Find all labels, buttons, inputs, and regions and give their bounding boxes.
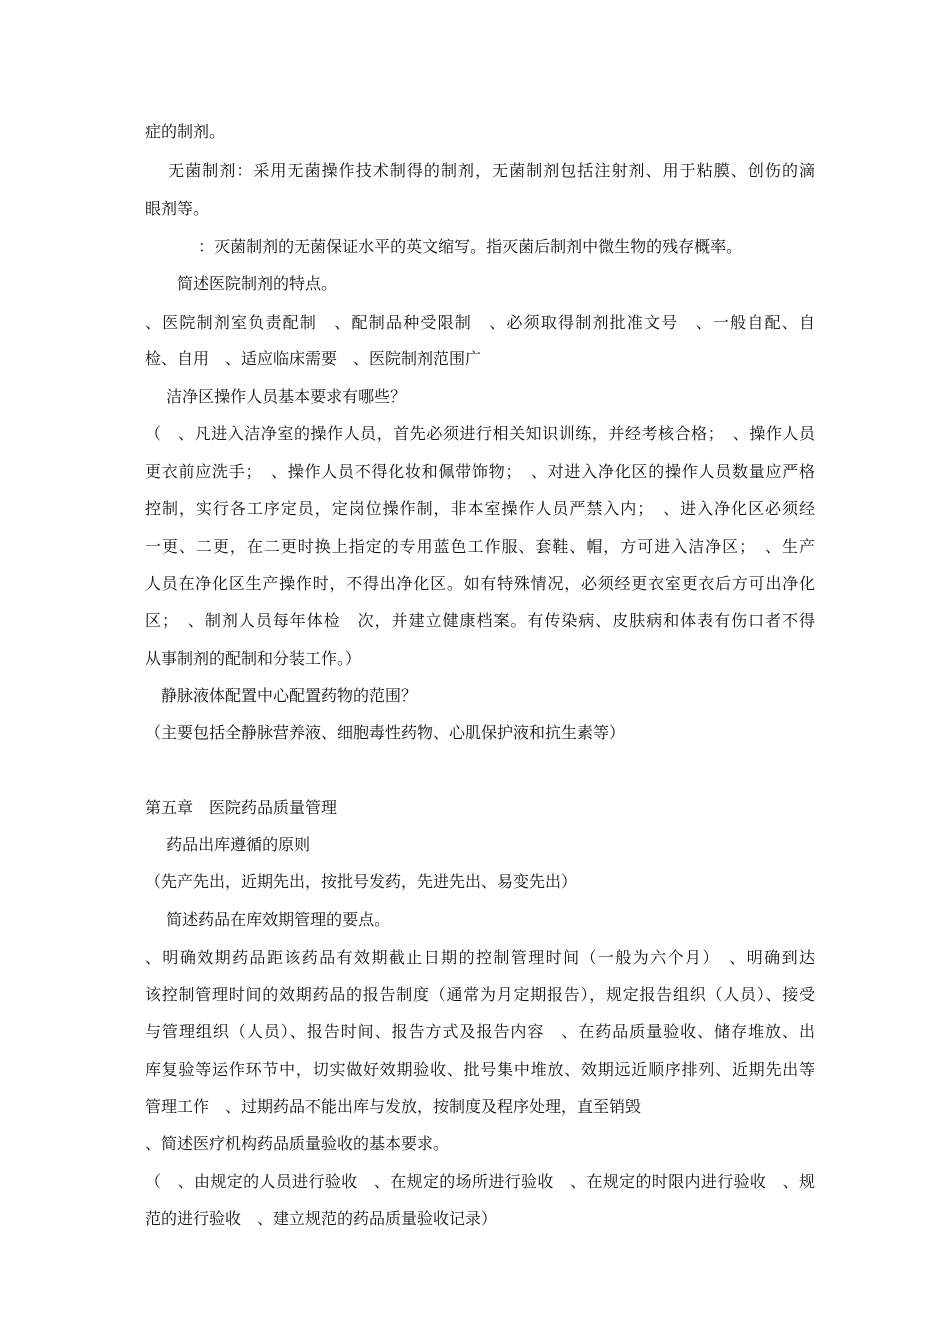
text-line: 检、自用 、适应临床需要 、医院制剂范围广 [145,349,482,368]
text-line: （先产先出，近期先出，按批号发药，先进先出、易变先出） [145,872,578,891]
text-line: 库复验等运作环节中，切实做好效期验收、批号集中堆放、效期远近顺序排列、近期先出等 [145,1060,815,1079]
section-question: 药品出库遵循的原则 [145,835,311,854]
text-line: 更衣前应洗手； 、操作人员不得化妆和佩带饰物； 、对进入净化区的操作人员数量应严格 [145,462,815,481]
text-line: 控制，实行各工序定员，定岗位操作制，非本室操作人员严禁入内； 、进入净化区必须经 [145,499,815,518]
text-line: 、医院制剂室负责配制 、配制品种受限制 、必须取得制剂批准文号 、一般自配、自 [145,313,815,332]
section-question: 静脉液体配置中心配置药物的范围？ [145,686,418,705]
text-line: 从事制剂的配制和分装工作。） [145,649,362,668]
text-line: 眼剂等。 [145,199,210,218]
text-line: 一更、二更，在二更时换上指定的专用蓝色工作服、套鞋、帽，方可进入洁净区； 、生产 [145,537,815,556]
text-line: 症的制剂。 [145,122,226,141]
section-question: 简述医院制剂的特点。 [145,274,338,293]
text-line: 范的进行验收 、建立规范的药品质量验收记录） [145,1209,498,1228]
text-line: 区； 、制剂人员每年体检 次，并建立健康档案。有传染病、皮肤病和体表有伤口者不得 [145,611,815,630]
section-question: 简述药品在库效期管理的要点。 [145,910,391,929]
text-line: 管理工作 、过期药品不能出库与发放，按制度及程序处理，直至销毁 [145,1097,642,1116]
text-line: 人员在净化区生产操作时，不得出净化区。如有特殊情况，必须经更衣室更衣后方可出净化 [145,574,815,593]
text-line: 该控制管理时间的效期药品的报告制度（通常为月定期报告），规定报告组织（人员）、接受 [145,985,815,1004]
text-line: （主要包括全静脉营养液、细胞毒性药物、心肌保护液和抗生素等） [145,723,626,742]
text-line: 与管理组织（人员）、报告时间、报告方式及报告内容 、在药品质量验收、储存堆放、出 [145,1022,815,1041]
text-line: 、明确效期药品距该药品有效期截止日期的控制管理时间（一般为六个月） 、明确到达 [145,948,815,967]
text-line: ：灭菌制剂的无菌保证水平的英文缩写。指灭菌后制剂中微生物的残存概率。 [145,237,743,256]
text-line: 无菌制剂：采用无菌操作技术制得的制剂，无菌制剂包括注射剂、用于粘膜、创伤的滴 [145,161,815,180]
chapter-heading: 第五章 医院药品质量管理 [145,798,338,817]
section-question: 、简述医疗机构药品质量验收的基本要求。 [145,1134,450,1153]
text-line: （ 、由规定的人员进行验收 、在规定的场所进行验收 、在规定的时限内进行验收 、规 [145,1172,815,1191]
section-question: 洁净区操作人员基本要求有哪些？ [145,387,407,406]
text-line: （ 、凡进入洁净室的操作人员，首先必须进行相关知识训练，并经考核合格； 、操作人员 [145,424,815,443]
